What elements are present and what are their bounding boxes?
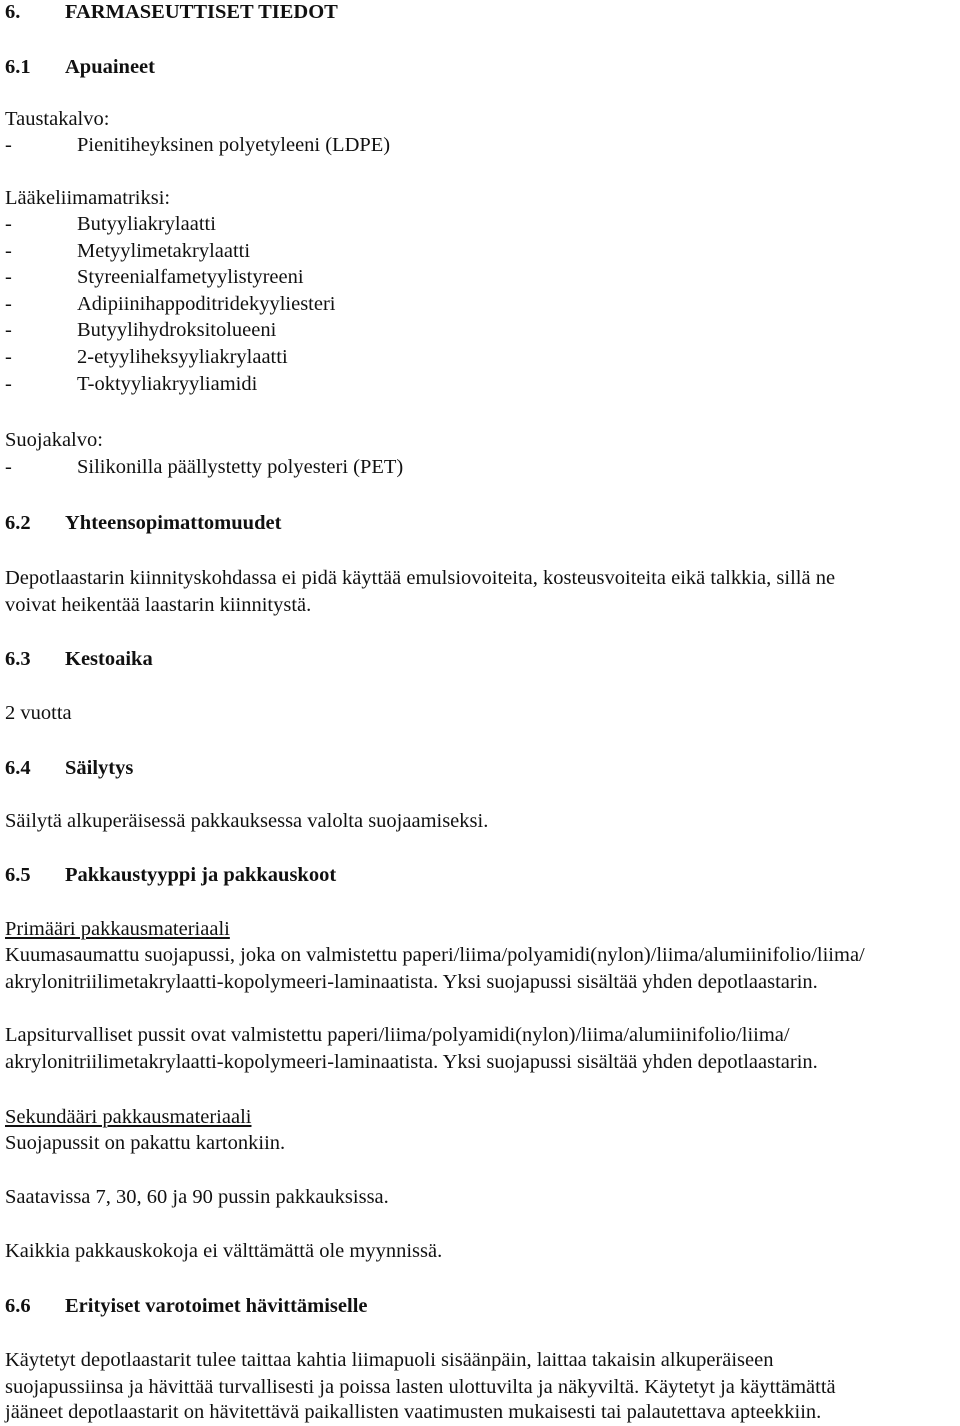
section-number: 6.2 bbox=[5, 512, 31, 534]
storage-text: Säilytä alkuperäisessä pakkauksessa valolta suojaamiseksi. bbox=[5, 810, 489, 832]
shelf-life-text: 2 vuotta bbox=[5, 702, 72, 724]
paragraph-line: Suojapussit on pakattu kartonkiin. bbox=[5, 1132, 286, 1154]
section-number: 6.6 bbox=[5, 1295, 31, 1317]
section-6-5-heading bbox=[5, 863, 336, 887]
primary-packaging-heading: Primääri pakkausmateriaali bbox=[5, 918, 230, 940]
section-number: 6.1 bbox=[5, 56, 31, 78]
paragraph-line: Käytetyt depotlaastarit tulee taittaa kahtia liimapuoli sisäänpäin, laittaa takaisin alkuperäiseen bbox=[5, 1349, 774, 1371]
liner-label: Suojakalvo: bbox=[5, 429, 103, 451]
list-item: - Metyylimetakrylaatti bbox=[5, 240, 251, 262]
not-all-marketed-text: Kaikkia pakkauskokoja ei välttämättä ole myynnissä. bbox=[5, 1240, 443, 1262]
section-6-4-heading bbox=[5, 756, 133, 780]
list-item: - Pienitiheyksinen polyetyleeni (LDPE) bbox=[5, 134, 391, 156]
list-item: - Butyylihydroksitolueeni bbox=[5, 319, 277, 341]
list-item: - Silikonilla päällystetty polyesteri (PET) bbox=[5, 456, 404, 478]
section-number: 6.4 bbox=[5, 757, 31, 779]
paragraph-line: jääneet depotlaastarit on hävitettävä paikallisten vaatimusten mukaisesti tai palautettava apteekkiin. bbox=[5, 1401, 822, 1423]
list-item: - Adipiinihappoditridekyyliesteri bbox=[5, 293, 336, 315]
paragraph-line: akrylonitriilimetakrylaatti-kopolymeeri-laminaatista. Yksi suojapussi sisältää yhden depotlaastarin. bbox=[5, 1051, 818, 1073]
paragraph-line: Kuumasaumattu suojapussi, joka on valmistettu paperi/liima/polyamidi(nylon)/liima/alumiinifolio/liima/ bbox=[5, 944, 865, 966]
list-item: - T-oktyyliakryyliamidi bbox=[5, 373, 258, 395]
section-title: Erityiset varotoimet hävittämiselle bbox=[65, 1295, 368, 1317]
matrix-label: Lääkeliimamatriksi: bbox=[5, 187, 171, 209]
paragraph-line: Depotlaastarin kiinnityskohdassa ei pidä käyttää emulsiovoiteita, kosteusvoiteita eikä talkkia, sillä ne bbox=[5, 567, 836, 589]
paragraph-line: Lapsiturvalliset pussit ovat valmistettu paperi/liima/polyamidi(nylon)/liima/alumiinifolio/liima/ bbox=[5, 1024, 790, 1046]
section-number: 6. bbox=[5, 1, 21, 23]
paragraph-line: akrylonitriilimetakrylaatti-kopolymeeri-laminaatista. Yksi suojapussi sisältää yhden depotlaastarin. bbox=[5, 971, 818, 993]
section-title: Yhteensopimattomuudet bbox=[65, 512, 282, 534]
list-item: - Butyyliakrylaatti bbox=[5, 213, 216, 235]
section-6-3-heading bbox=[5, 647, 153, 671]
paragraph-line: suojapussiinsa ja hävittää turvallisesti ja poissa lasten ulottuvilta ja näkyviltä. Käytetyt ja käyttämättä bbox=[5, 1376, 836, 1398]
section-title: FARMASEUTTISET TIEDOT bbox=[65, 1, 338, 23]
secondary-packaging-heading: Sekundääri pakkausmateriaali bbox=[5, 1106, 252, 1128]
section-6-heading bbox=[5, 0, 338, 24]
section-title: Pakkaustyyppi ja pakkauskoot bbox=[65, 864, 337, 886]
pack-sizes-text: Saatavissa 7, 30, 60 ja 90 pussin pakkauksissa. bbox=[5, 1186, 389, 1208]
backing-label: Taustakalvo: bbox=[5, 108, 110, 130]
list-item: - 2-etyyliheksyyliakrylaatti bbox=[5, 346, 288, 368]
section-number: 6.3 bbox=[5, 648, 31, 670]
list-item: - Styreenialfametyylistyreeni bbox=[5, 266, 304, 288]
section-title: Säilytys bbox=[65, 757, 134, 779]
section-6-1-heading bbox=[5, 55, 155, 79]
section-title: Kestoaika bbox=[65, 648, 153, 670]
section-title: Apuaineet bbox=[65, 56, 155, 78]
section-6-6-heading bbox=[5, 1294, 368, 1318]
section-6-2-heading bbox=[5, 511, 281, 535]
section-number: 6.5 bbox=[5, 864, 31, 886]
paragraph-line: voivat heikentää laastarin kiinnitystä. bbox=[5, 594, 312, 616]
